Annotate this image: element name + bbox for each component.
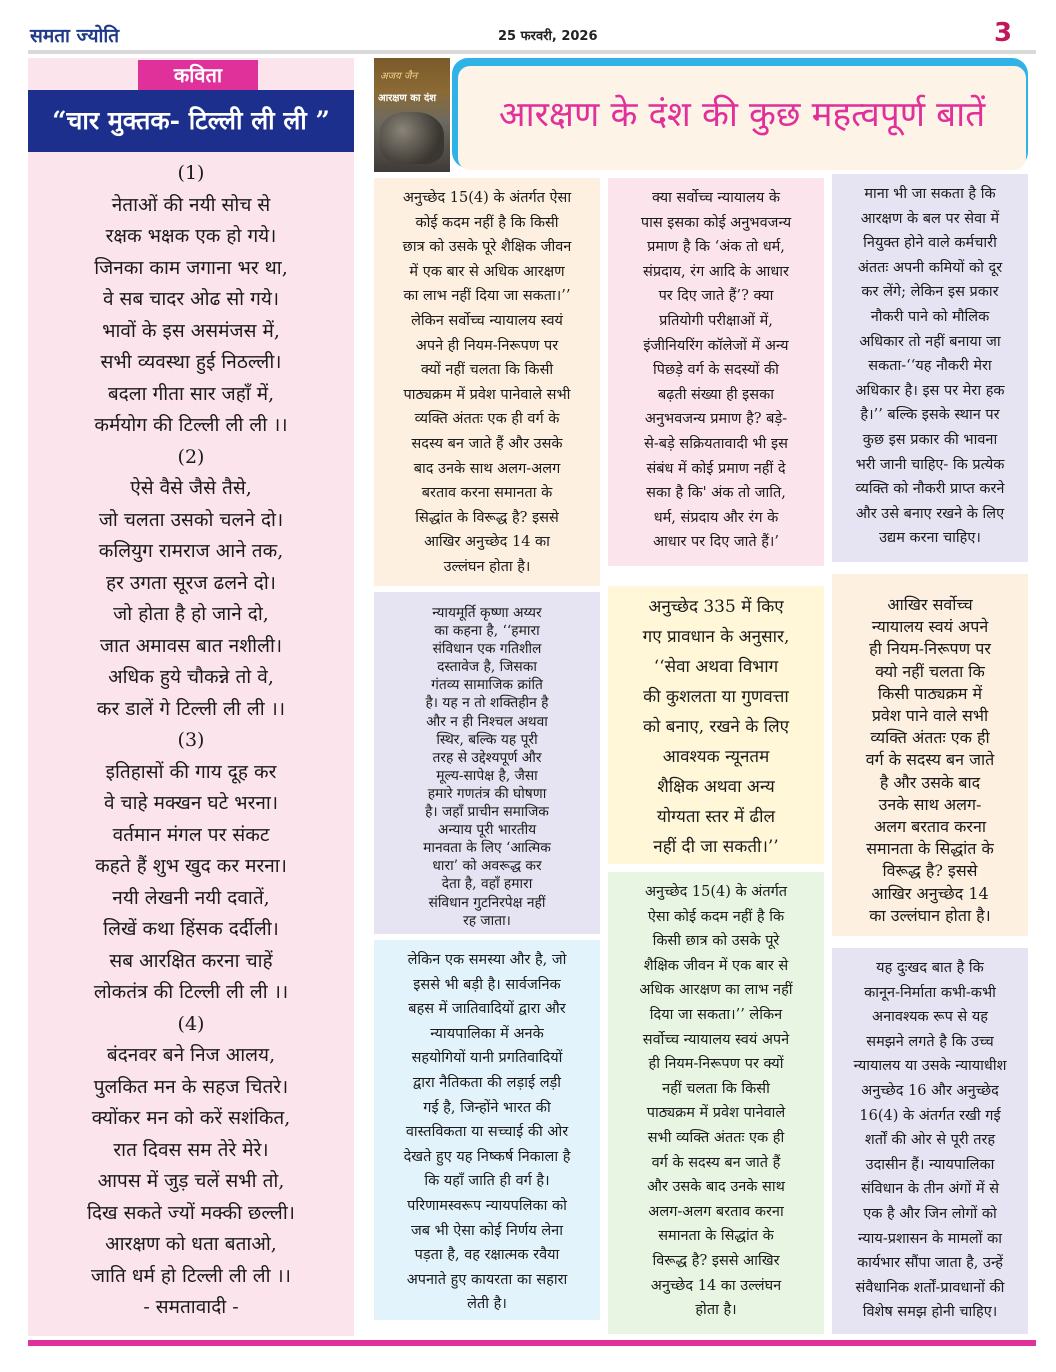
text-line: हमारे गणतंत्र की घोषणा: [427, 785, 547, 802]
text-line: अनुच्छेद 335 में किए: [648, 597, 784, 617]
text-line: क्यों नहीं चलता कि किसी: [420, 362, 554, 379]
poem-line: (2): [177, 445, 205, 468]
text-line: सदस्य बन जाते हैं और उसके: [411, 435, 563, 452]
text-line: दिया जा सकता।’’ लेकिन: [649, 1006, 783, 1023]
text-line: एक है और जिन लोगों को: [863, 1205, 997, 1222]
poem-line: लिखें कथा हिंसक दर्दीली।: [103, 918, 279, 940]
poem-line: रक्षक भक्षक एक हो गये।: [105, 225, 277, 247]
text-line: योग्यता स्तर में ढील: [656, 807, 776, 827]
poem-line: नेताओं की नयी सोच से: [111, 193, 271, 216]
text-line: आधार पर दिए जाते हैं।’: [652, 534, 780, 551]
poem-line: जिनका काम जगाना भर था,: [94, 256, 288, 279]
poem-line: (3): [177, 729, 205, 751]
text-line: कि यहाँ जाति ही वर्ग है।: [424, 1173, 550, 1190]
text-line: है और उसके बाद: [879, 772, 981, 792]
poem-line: जो चलता उसको चलने दो।: [98, 508, 284, 531]
text-line: यह दुःखद बात है कि: [876, 960, 984, 976]
text-line: विरूद्ध है? इससे आखिर: [652, 1252, 780, 1269]
article-headline: आरक्षण के दंश की कुछ महत्वपूर्ण बातें: [458, 66, 1026, 170]
text-line: द्वारा नैतिकता की लड़ाई लड़ी: [412, 1074, 562, 1091]
text-line: न्यायालय स्वयं अपने: [871, 617, 989, 637]
text-line: समझने लगते है कि उच्च: [866, 1033, 994, 1050]
text-line: अनुच्छेद 15(4) के अंतर्गत ऐसा: [402, 190, 572, 206]
text-box-empirical-proof: [608, 178, 824, 566]
text-line: सभी व्यक्ति अंततः एक ही: [647, 1129, 785, 1146]
poem-section-tag: कविता: [138, 60, 258, 90]
text-line: होता है।: [695, 1302, 737, 1319]
text-line: अनुच्छेद 14 का उल्लंघन: [650, 1277, 782, 1294]
text-line: मानवता के लिए ‘आत्मिक: [423, 840, 551, 857]
text-line: 16(4) के अंतर्गत रखी गई: [859, 1107, 1001, 1124]
text-line: अलग बरताव करना: [874, 817, 986, 837]
text-line: व्यक्ति को नौकरी प्राप्त करने: [855, 481, 1005, 498]
text-line: अनुच्छेद 16 और अनुच्छेद: [861, 1082, 999, 1099]
poem-title: “चार मुक्तक- टिल्ली ली ली ”: [28, 90, 354, 152]
text-line: सिद्धांत के विरूद्ध है? इससे: [415, 509, 559, 526]
text-line: प्रमाण है कि ‘अंक तो धर्म,: [647, 239, 785, 256]
text-line: शर्तों की ओर से पूरी तरह: [864, 1132, 996, 1149]
text-line: अनुभवजन्य प्रमाण है? बड़े-: [644, 411, 788, 428]
text-line: अपने ही नियम-निरूपण पर: [415, 337, 559, 354]
text-line: आवश्यक न्यूनतम: [662, 747, 770, 767]
text-line: भरी जानी चाहिए- कि प्रत्येक: [855, 456, 1005, 473]
text-line: कोई कदम नहीं है कि किसी: [415, 214, 559, 231]
text-line: समानता के सिद्धांत के: [658, 1228, 774, 1245]
text-line: नियुक्त होने वाले कर्मचारी: [863, 235, 997, 252]
book-author: अजय जैन: [380, 71, 418, 82]
text-line: गंतव्य सामाजिक क्रांति: [431, 677, 543, 694]
text-line: का कहना है, ‘‘हमारा: [434, 623, 540, 640]
text-line: न्याय-प्रशासन के मामलों का: [857, 1230, 1002, 1247]
text-line: वास्तविकता या सच्चाई की ओर: [405, 1124, 569, 1141]
poem-line: कलियुग रामराज आने तक,: [98, 540, 284, 562]
poem-line: हर उगता सूरज ढलने दो।: [106, 571, 276, 594]
text-line: स्थिर, बल्कि यह पूरी: [436, 731, 538, 748]
text-line: क्यो नहीं चलता कि: [875, 661, 985, 681]
text-line: उदासीन हैं। न्यायपालिका: [865, 1156, 995, 1173]
text-line: है। जहाँ प्राचीन समाजिक: [425, 804, 549, 821]
text-line: कार्यभार सौंपा जाता है, उन्हें: [857, 1255, 1003, 1272]
text-line: और न ही निश्चल अथवा: [426, 713, 548, 730]
text-line: सर्वोच्च न्यायालय स्वयं अपने: [642, 1031, 790, 1048]
text-line: कुछ इस प्रकार की भावना: [862, 431, 998, 448]
text-line: बढ़ती संख्या ही इसका: [657, 386, 774, 403]
text-line: से-बड़े सक्रियतावादी भी इस: [644, 435, 788, 452]
text-line: परिणामस्वरूप न्यायपलिका को: [407, 1197, 567, 1214]
text-line: और उसके बाद उनके साथ: [647, 1179, 785, 1196]
text-box-justice-iyer: [374, 592, 600, 934]
text-line: पिछड़े वर्ग के सदस्यों की: [653, 362, 779, 379]
text-line: सहयोगियों यानी प्रगतिवादियों: [411, 1050, 563, 1067]
text-line: है। यह न तो शक्तिहीन है: [425, 695, 549, 712]
text-line: प्रवेश पाने वाले सभी: [871, 706, 989, 726]
text-line: संवैधानिक शर्तों-प्रावधानों की: [855, 1279, 1005, 1296]
text-line: का लाभ नहीं दिया जा सकता।’’: [403, 288, 571, 305]
text-line: उनके साथ अलग-: [878, 794, 982, 814]
page-number: 3: [994, 18, 1013, 48]
poem-line: जाति धर्म हो टिल्ली ली ली ।।: [91, 1264, 291, 1287]
text-box-article-15-4: [374, 178, 600, 586]
text-line: उल्लंघन होता है।: [443, 558, 531, 575]
text-line: मूल्य-सापेक्ष है, जैसा: [436, 767, 538, 784]
text-line: है।’’ बल्कि इसके स्थान पर: [860, 407, 1000, 424]
text-line: किसी पाठ्यक्रम में: [877, 683, 983, 703]
poem-line: पुलकित मन के सहज चितरे।: [93, 1075, 289, 1098]
text-line: न्यायमूर्ति कृष्णा अय्यर: [432, 605, 542, 621]
text-line: का उल्लंघान होता है।: [869, 905, 991, 925]
text-line: प्रतियोगी परीक्षाओं में,: [659, 312, 773, 329]
text-line: कानून-निर्माता कभी-कभी: [864, 984, 996, 1001]
text-line: क्या सर्वोच्च न्यायालय के: [651, 190, 781, 206]
poem-line: नयी लेखनी नयी दवातें,: [112, 886, 270, 909]
poem-line: लोकतंत्र की टिल्ली ली ली ।।: [93, 981, 289, 1003]
text-line: शैक्षिक जीवन में एक बार से: [643, 957, 789, 974]
text-line: विरूद्ध है? इससे: [882, 861, 978, 881]
text-line: उद्यम करना चाहिए।: [879, 530, 981, 547]
text-line: इससे भी बड़ी है। सार्वजनिक: [413, 976, 561, 993]
text-line: छात्र को उसके पूरे शैक्षिक जीवन: [402, 239, 572, 256]
poem-line: बदला गीता सार जहाँ में,: [107, 382, 275, 405]
text-line: न्यायपालिका में अनके: [430, 1025, 544, 1042]
text-line: संविधान एक गतिशील: [432, 641, 542, 658]
text-line: व्यक्ति अंततः एक ही वर्ग के: [414, 411, 560, 428]
poem-line: अधिक हुये चौकन्ने तो वे,: [108, 666, 274, 688]
poem-line: भावों के इस असमंजस में,: [102, 319, 280, 342]
text-line: ही नियम-निरूपण पर: [869, 639, 991, 659]
poem-line: आरक्षण को धता बताओ,: [105, 1233, 277, 1255]
text-line: को बनाए, रखने के लिए: [642, 717, 790, 737]
poem-line: बंदनवर बने निज आलय,: [106, 1044, 276, 1066]
text-line: अधिकार है। इस पर मेरा हक: [855, 382, 1005, 399]
text-line: सका है कि' अंक तो जाति,: [646, 485, 786, 502]
text-line: ऐसा कोई कदम नहीं है कि: [647, 908, 785, 925]
text-line: आखिर अनुच्छेद 14 का: [424, 534, 550, 551]
issue-date: 25 फरवरी, 2026: [498, 29, 598, 44]
text-box-fundamental-right: [832, 174, 1028, 562]
poem-line: सभी व्यवस्था हुई निठल्ली।: [100, 351, 282, 373]
poem-line: वे चाहे मक्खन घटे भरना।: [103, 792, 279, 814]
text-line: ‘‘सेवा अथवा विभाग: [653, 657, 779, 677]
text-line: धर्म, संप्रदाय और रंग के: [653, 509, 779, 526]
text-line: आखिर सर्वोच्च: [887, 595, 973, 614]
stone-illustration: [380, 112, 444, 164]
text-line: दस्तावेज है, जिसका: [437, 659, 537, 676]
text-line: तरह से उद्देश्यपूर्ण और: [432, 749, 542, 766]
text-line: अधिकार तो नहीं बनाया जा: [859, 333, 1001, 350]
poem-body: [28, 158, 354, 1324]
poem-line: आपस में जुड़ चलें सभी तो,: [97, 1170, 285, 1192]
text-box-article-335: [608, 586, 824, 864]
text-line: शैक्षिक अथवा अन्य: [657, 777, 775, 797]
text-line: देखते हुए यह निष्कर्ष निकाला है: [403, 1148, 571, 1165]
text-line: देता है, वहाँ हमारा: [441, 876, 533, 893]
text-box-another-problem: [374, 940, 600, 1320]
footer-divider: [28, 1340, 1036, 1346]
text-line: नहीं चलता कि किसी: [662, 1080, 770, 1097]
poem-line: कर्मयोग की टिल्ली ली ली ।।: [94, 414, 288, 436]
poem-line: (4): [177, 1012, 205, 1035]
text-line: गई है, जिन्होंने भारत की: [423, 1099, 551, 1116]
publication-name: समता ज्योति: [30, 25, 120, 47]
text-line: आरक्षण के बल पर सेवा में: [860, 210, 1000, 227]
text-line: अनुच्छेद 15(4) के अंतर्गत: [644, 884, 788, 900]
text-line: विशेष समझ होनी चाहिए।: [862, 1304, 998, 1321]
poem-line: वर्तमान मंगल पर संकट: [112, 823, 270, 846]
poem-line: (1): [177, 162, 205, 184]
text-line: लेकिन सर्वोच्च न्यायालय स्वयं: [411, 312, 563, 329]
text-line: वर्ग के सदस्य बन जाते हैं: [651, 1154, 781, 1171]
text-line: वर्ग के सदस्य बन जाते: [865, 750, 995, 770]
text-line: गए प्रावधान के अनुसार,: [642, 627, 790, 647]
text-line: संप्रदाय, रंग आदि के आधार: [643, 263, 789, 280]
text-line: और उसे बनाए रखने के लिए: [855, 505, 1005, 522]
text-line: माना भी जा सकता है कि: [864, 186, 996, 202]
text-line: नहीं दी जा सकती।’’: [653, 837, 779, 857]
poem-line: ऐसे वैसे जैसे तैसे,: [130, 477, 252, 499]
text-line: जब भी ऐसा कोई निर्णय लेना: [411, 1222, 563, 1239]
text-line: पर दिए जाते हैं’? क्या: [658, 288, 774, 305]
text-line: लेती है।: [467, 1296, 507, 1313]
header-divider: [28, 50, 1036, 54]
poem-line: इतिहासों की गाय दूह कर: [105, 760, 277, 783]
text-line: पास इसका कोई अनुभवजन्य: [640, 214, 792, 231]
text-line: अनावश्यक रूप से यह: [872, 1009, 988, 1026]
text-line: की कुशलता या गुणवत्ता: [643, 687, 789, 707]
text-line: कर लेंगे; लेकिन इस प्रकार: [861, 284, 999, 301]
text-line: समानता के सिद्धांत के: [866, 839, 994, 859]
text-line: धारा’ को अवरूद्ध कर: [432, 858, 542, 875]
text-box-supreme-court: [832, 574, 1028, 936]
text-line: सकता-‘‘यह नौकरी मेरा: [868, 358, 992, 375]
text-line: पाठ्यक्रम में प्रवेश पानेवाले सभी: [403, 386, 571, 403]
text-line: बहस में जातिवादियों द्वारा और: [408, 1001, 566, 1018]
poem-line: कर डालें गे टिल्ली ली ली ।।: [96, 697, 286, 720]
poem-line: जो होता है हो जाने दो,: [113, 603, 269, 625]
text-line: न्यायालय या उसके न्यायाधीश: [853, 1058, 1007, 1075]
poem-line: क्योंकर मन को करें सशंकित,: [91, 1107, 291, 1129]
text-line: पाठ्यक्रम में प्रवेश पानेवाले: [646, 1105, 786, 1122]
book-cover-image: [374, 58, 450, 172]
text-line: संबंध में कोई प्रमाण नहीं दे: [646, 460, 786, 477]
text-line: इंजीनियरिंग कॉलेजों में अन्य: [643, 337, 789, 354]
text-line: ही नियम-निरूपण पर क्यों: [648, 1056, 784, 1073]
poem-line: दिख सकते ज्यों मक्की छल्ली।: [87, 1201, 295, 1224]
poem-line: वे सब चादर ओढ सो गये।: [102, 288, 280, 310]
text-line: आखिर अनुच्छेद 14: [871, 883, 989, 903]
text-line: संविधान के तीन अंगों में से: [860, 1181, 1000, 1198]
text-line: बाद उनके साथ अलग-अलग: [413, 460, 561, 477]
poem-line: रात दिवस सम तेरे मेरे।: [113, 1138, 269, 1161]
text-line: रह जाता।: [463, 912, 511, 929]
text-line: में एक बार से अधिक आरक्षण: [409, 263, 565, 280]
text-line: अन्याय पूरी भारतीय: [437, 822, 537, 839]
poem-line: कहते हैं शुभ खुद कर मरना।: [95, 855, 287, 877]
text-line: अंततः अपनी कमियों को दूर: [857, 259, 1003, 276]
book-title: आरक्षण का दंश: [378, 93, 437, 104]
text-line: अधिक आरक्षण का लाभ नहीं: [639, 982, 793, 999]
poem-line: सब आरक्षित करना चाहें: [109, 949, 273, 972]
text-box-lawmakers: [832, 948, 1028, 1334]
poem-line: जात अमावस बात नशीली।: [99, 634, 283, 657]
text-line: बरताव करना समानता के: [421, 485, 553, 502]
text-box-article-15-4-repeat: [608, 872, 824, 1334]
text-line: अलग-अलग बरताव करना: [648, 1203, 784, 1220]
text-line: व्यक्ति अंततः एक ही: [870, 728, 990, 748]
text-line: नौकरी पाने को मौलिक: [870, 308, 990, 325]
text-line: किसी छात्र को उसके पूरे: [652, 933, 780, 950]
poem-line: - समतावादी -: [143, 1296, 239, 1318]
text-line: संविधान गुटनिरपेक्ष नहीं: [428, 894, 546, 911]
text-line: लेकिन एक समस्या और है, जो: [407, 952, 567, 968]
text-line: पड़ता है, वह रक्षात्मक रवैया: [414, 1247, 560, 1264]
text-line: अपनाते हुए कायरता का सहारा: [406, 1271, 568, 1288]
